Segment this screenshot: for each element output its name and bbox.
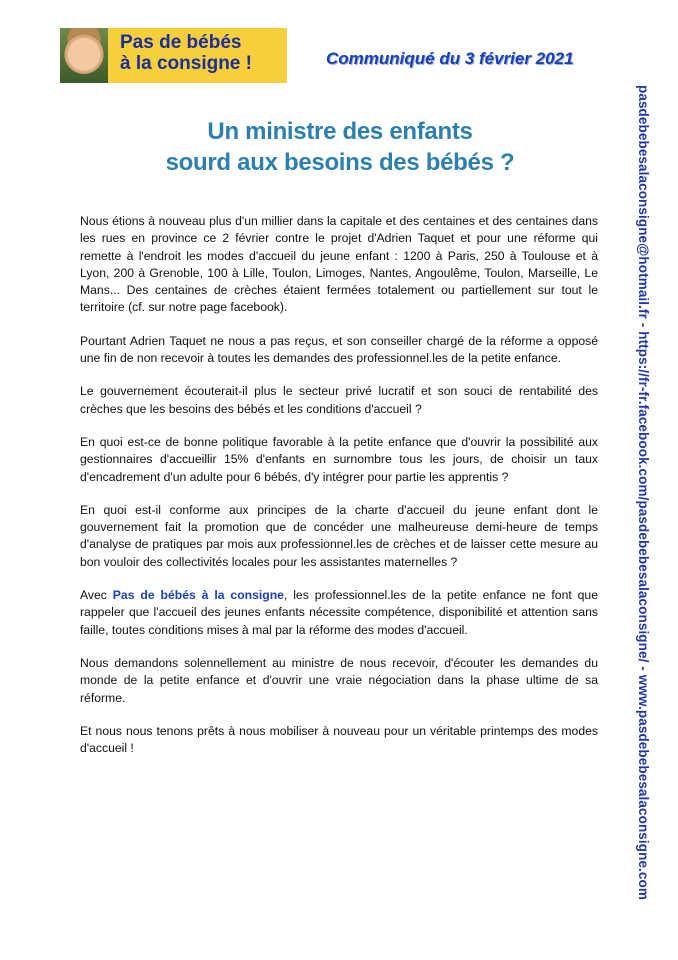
organization-name: Pas de bébés à la consigne: [112, 588, 284, 603]
paragraph-2: Pourtant Adrien Taquet ne nous a pas reçus, et son conseiller chargé de la réforme a opposé une fin de non recevoir à toutes les demandes des professionnel.les de la petite enfance.: [80, 333, 598, 366]
press-release-date: Communiqué du 3 février 2021: [326, 49, 574, 68]
article-body: [80, 213, 598, 773]
paragraph-3: Le gouvernement écouterait-il plus le secteur privé lucratif et son souci de rentabilité des crèches que les besoins des bébés et les conditions d'accueil ?: [80, 384, 598, 416]
baby-photo: [60, 28, 108, 83]
title-line1: Un ministre des enfants: [207, 118, 473, 145]
contact-sidebar: [636, 85, 666, 900]
logo: [60, 28, 287, 83]
page-title: [120, 116, 560, 178]
paragraph-6: [80, 587, 598, 639]
logo-line2: à la consigne !: [120, 53, 252, 74]
paragraph-7: Nous demandons solennellement au ministre de nous recevoir, d'écouter les demandes du monde de la petite enfance et d'ouvrir une vraie négociation dans la phase ultime de sa réforme.: [80, 655, 598, 705]
title-line2: sourd aux besoins des bébés ?: [165, 149, 515, 176]
paragraph-4: En quoi est-ce de bonne politique favorable à la petite enfance que d'ouvrir la possibilité aux gestionnaires d'accueillir 15% d'enfants en surnombre tous les jours, de choisir un taux d'encadrement d'un adulte pour 6 bébés, d'y intégrer pour partie les apprentis ?: [80, 434, 598, 484]
paragraph-6-pre: Avec: [80, 588, 107, 603]
logo-line1: Pas de bébés: [120, 32, 242, 53]
contact-links: pasdebebesalaconsigne@hotmail.fr - https://fr-fr.facebook.com/pasdebebesalaconsigne/ - www.pasdebebesalaconsigne.com: [636, 85, 651, 900]
paragraph-5: En quoi est-il conforme aux principes de la charte d'accueil du jeune enfant dont le gouvernement fait la promotion que de concéder une malheureuse demi-heure de temps d'analyse de pratiques par mois aux professionnel.les de crèches et de laisser cette mesure au bon vouloir des collectivités locales pour les assistantes maternelles ?: [80, 502, 598, 569]
paragraph-6-post: , les professionnel.les de la petite enfance ne font que rappeler que l'accueil des jeunes enfants nécessite compétence, disponibilité et attention sans faille, toutes conditions mises à mal par la réforme des modes d'accueil.: [80, 588, 598, 637]
logo-text: [108, 28, 287, 83]
paragraph-1: Nous étions à nouveau plus d'un millier dans la capitale et des centaines et des centaines dans les rues en province ce 2 février contre le projet d'Adrien Taquet et pour une réforme qui remette à l'endroit les modes d'accueil du jeune enfant : 1200 à Paris, 250 à Toulouse et à Lyon, 200 à Grenoble, 100 à Lille, Toulon, Limoges, Nantes, Angoulême, Toulon, Marseille, Le Mans... Des centaines de crèches étaient fermées totalement ou partiellement sur tout le territoire (cf. sur notre page facebook).: [80, 214, 598, 315]
paragraph-8: Et nous nous tenons prêts à nous mobiliser à nouveau pour un véritable printemps des modes d'accueil !: [80, 723, 598, 756]
